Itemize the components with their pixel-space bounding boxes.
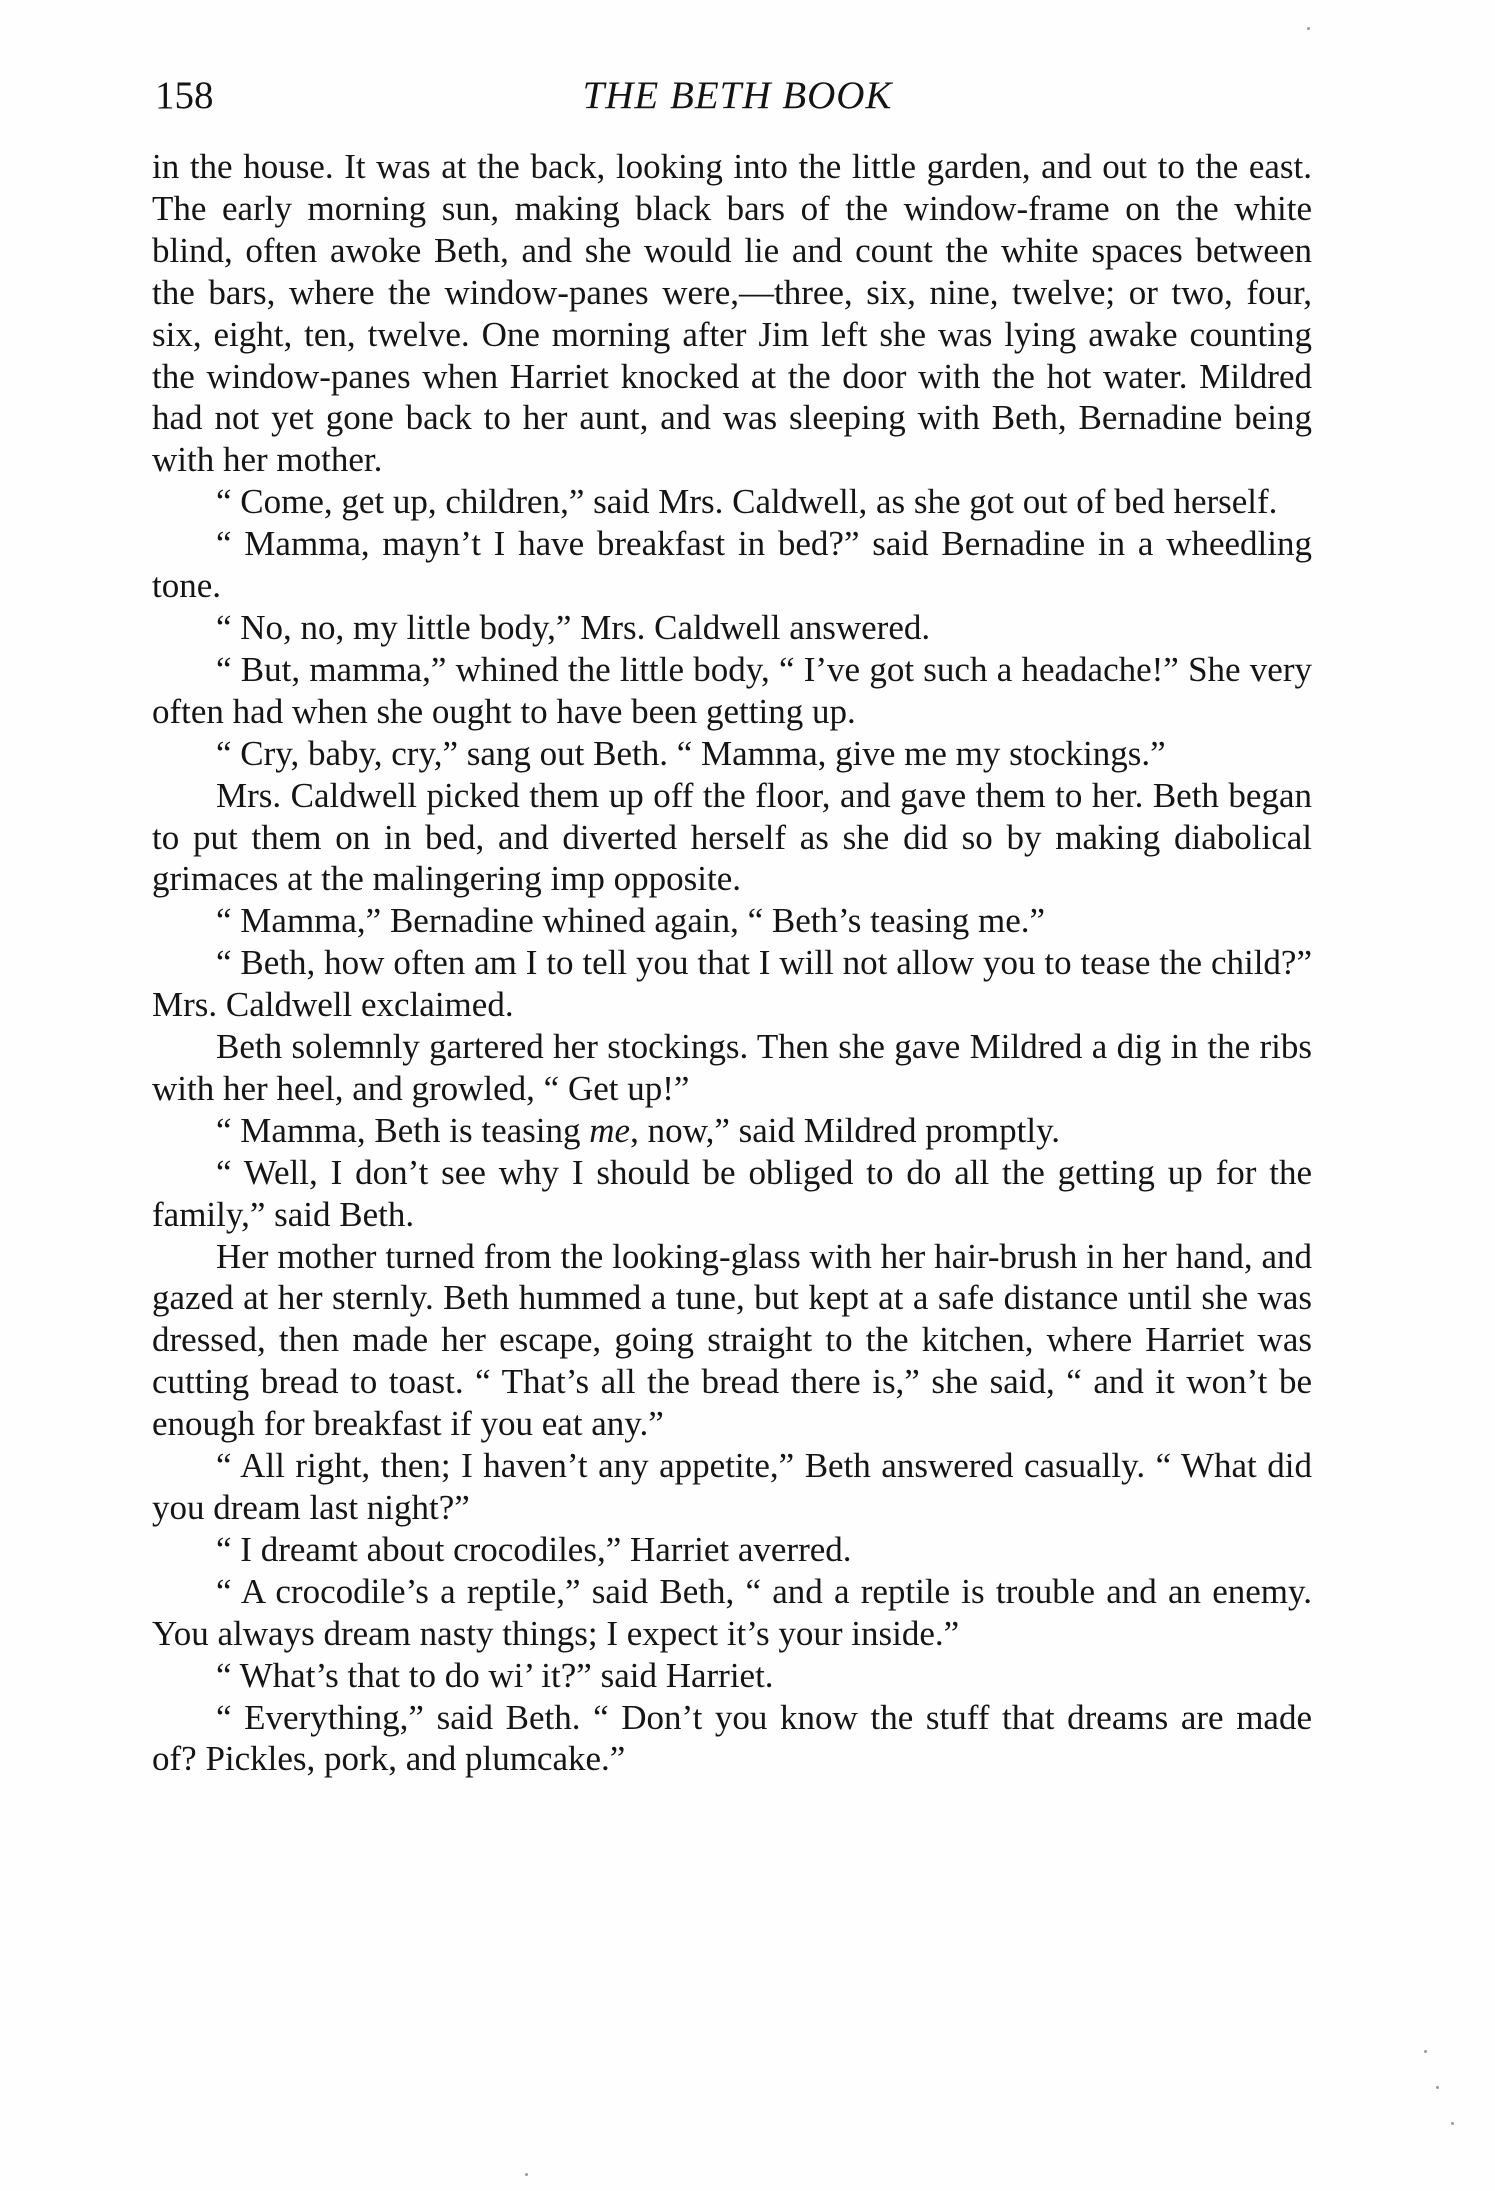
body-text bbox=[152, 146, 1312, 1780]
emphasized-word: me bbox=[589, 1110, 631, 1150]
paragraph: “ What’s that to do wi’ it?” said Harriet. bbox=[216, 1655, 774, 1695]
paragraph: “ Beth, how often am I to tell you that I will not allow you to tease the child?” Mrs. Caldwell exclaimed. bbox=[152, 943, 1312, 1025]
scan-speck bbox=[1451, 2122, 1454, 2125]
paragraph: “ I dreamt about crocodiles,” Harriet averred. bbox=[216, 1529, 852, 1569]
paragraph: “ Mamma, mayn’t I have breakfast in bed?” said Bernadine in a wheedling tone. bbox=[152, 524, 1312, 606]
paragraph: “ A crocodile’s a reptile,” said Beth, “ and a reptile is trouble and an enemy. You always dream nasty things; I expect it’s your inside.” bbox=[152, 1571, 1312, 1653]
paragraph-with-emphasis bbox=[152, 1110, 1312, 1152]
paragraph: “ Everything,” said Beth. “ Don’t you know the stuff that dreams are made of? Pickles, pork, and plumcake.” bbox=[152, 1697, 1312, 1779]
paragraph: in the house. It was at the back, looking into the little garden, and out to the east. The early morning sun, making black bars of the window-frame on the white blind, often awoke Beth, and she would lie and count the white spaces between the bars, where the window-panes were,—three, six, nine, twelve; or two, four, six, eight, ten, twelve. One morning after Jim left she was lying awake counting the window-panes when Harriet knocked at the door with the hot water. Mildred had not yet gone back to her aunt, and was sleeping with Beth, Bernadine being with her mother. bbox=[152, 147, 1312, 480]
scan-speck bbox=[525, 2173, 528, 2176]
paragraph: “ Come, get up, children,” said Mrs. Caldwell, as she got out of bed herself. bbox=[216, 482, 1278, 522]
scan-speck bbox=[1436, 2086, 1439, 2089]
paragraph: “ No, no, my little body,” Mrs. Caldwell answered. bbox=[216, 607, 931, 647]
paragraph: Her mother turned from the looking-glass with her hair-brush in her hand, and gazed at her sternly. Beth hummed a tune, but kept at a safe distance until she was dressed, then made her escape, going straight to the kitchen, where Harriet was cutting bread to toast. “ That’s all the bread there is,” she said, “ and it won’t be enough for breakfast if you eat any.” bbox=[152, 1236, 1312, 1444]
page-number: 158 bbox=[155, 74, 214, 117]
paragraph: “ But, mamma,” whined the little body, “ I’ve got such a headache!” She very often had when she ought to have been getting up. bbox=[152, 649, 1312, 731]
scan-speck bbox=[1424, 2050, 1427, 2053]
page-header bbox=[155, 66, 1320, 126]
paragraph: “ All right, then; I haven’t any appetite,” Beth answered casually. “ What did you dream last night?” bbox=[152, 1446, 1312, 1527]
paragraph: “ Cry, baby, cry,” sang out Beth. “ Mamma, give me my stockings.” bbox=[216, 733, 1166, 773]
paragraph: Mrs. Caldwell picked them up off the floor, and gave them to her. Beth began to put them on in bed, and diverted herself as she did so by making diabolical grimaces at the malingering imp opposite. bbox=[152, 775, 1312, 899]
paragraph-text: “ Mamma, Beth is teasing bbox=[216, 1110, 590, 1150]
paragraph: Beth solemnly gartered her stockings. Then she gave Mildred a dig in the ribs with her heel, and growled, “ Get up!” bbox=[152, 1027, 1312, 1108]
running-title: THE BETH BOOK bbox=[582, 74, 893, 117]
paragraph-text: , now,” said Mildred promptly. bbox=[630, 1110, 1061, 1150]
paragraph: “ Mamma,” Bernadine whined again, “ Beth’s teasing me.” bbox=[216, 901, 1046, 941]
scan-speck bbox=[1307, 27, 1310, 30]
paragraph: “ Well, I don’t see why I should be obliged to do all the getting up for the family,” said Beth. bbox=[152, 1152, 1312, 1234]
